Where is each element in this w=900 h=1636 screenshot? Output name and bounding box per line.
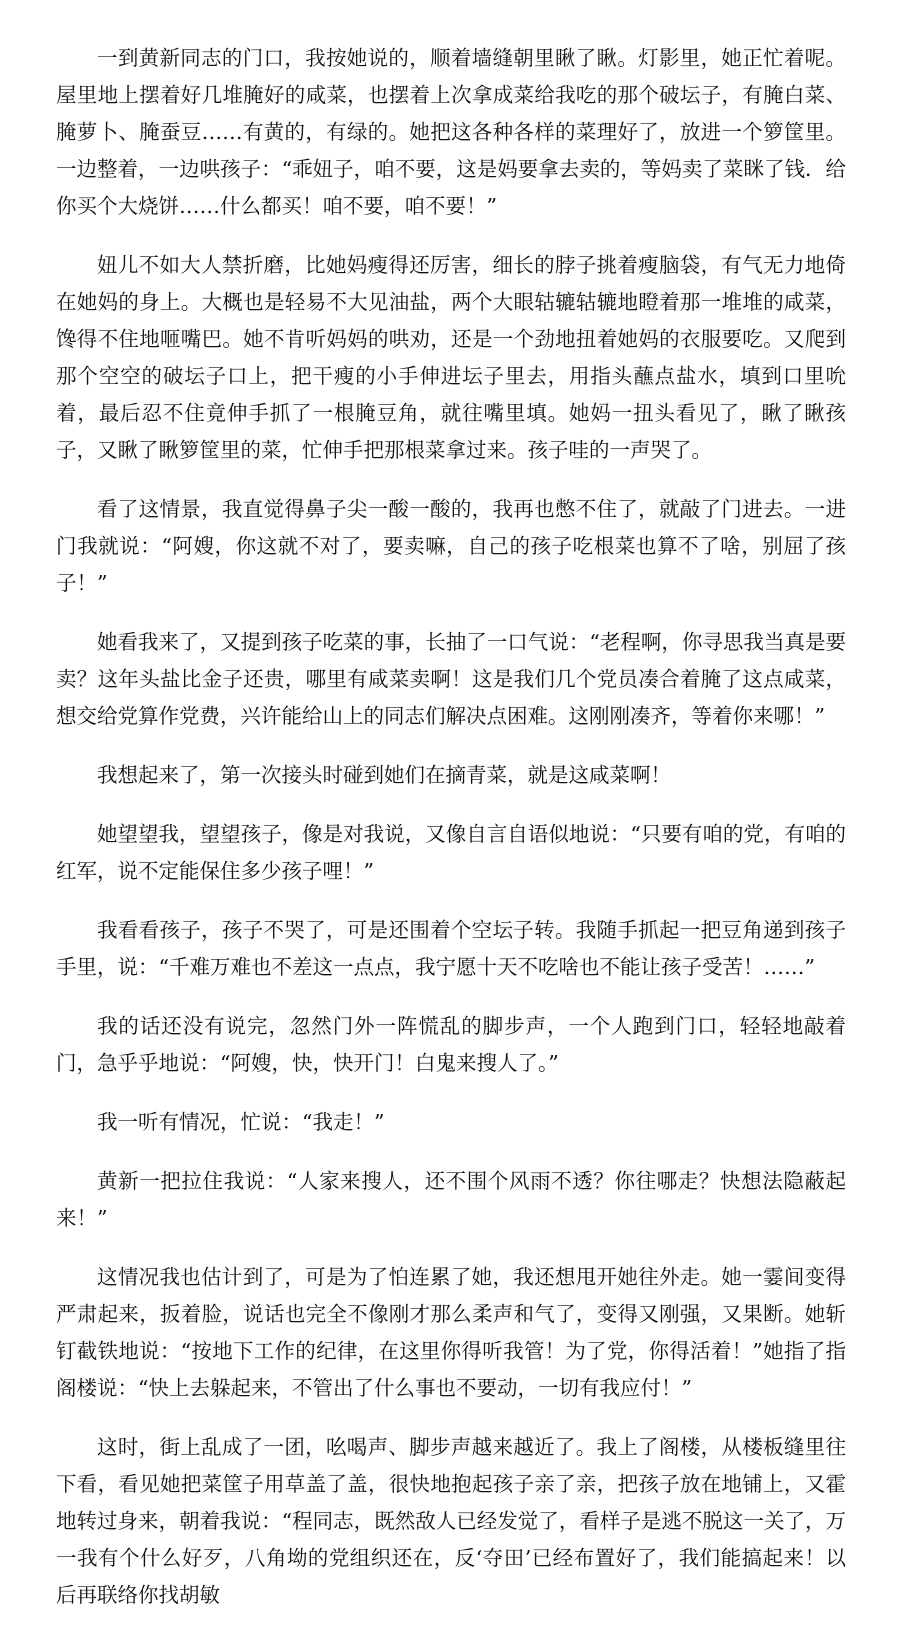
paragraph-7: 我看看孩子，孩子不哭了，可是还围着个空坛子转。我随手抓起一把豆角递到孩子手里，说：“千难万难也不差这一点点，我宁愿十天不吃啥也不能让孩子受苦！……” (56, 918, 846, 979)
paragraph-6: 她望望我，望望孩子，像是对我说，又像自言自语似地说：“只要有咱的党，有咱的红军，说不定能保住多少孩子哩！” (56, 822, 846, 883)
paragraph-11: 这情况我也估计到了，可是为了怕连累了她，我还想甩开她往外走。她一霎间变得严肃起来，扳着脸，说话也完全不像刚才那么柔声和气了，变得又刚强，又果断。她斩钉截铁地说：“按地下工作的纪律，在这里你得听我管！为了党，你得活着！”她指了指阁楼说：“快上去躲起来，不管出了什么事也不要动，一切有我应付！” (56, 1265, 846, 1400)
paragraph-1: 一到黄新同志的门口，我按她说的，顺着墙缝朝里瞅了瞅。灯影里，她正忙着呢。屋里地上摆着好几堆腌好的咸菜，也摆着上次拿成菜给我吃的那个破坛子，有腌白菜、腌萝卜、腌蚕豆……有黄的，有绿的。她把这各种各样的菜理好了，放进一个箩筐里。一边整着，一边哄孩子：“乖妞子，咱不要，这是妈要拿去卖的，等妈卖了菜眯了钱．给你买个大烧饼……什么都买！咱不要，咱不要！” (56, 46, 846, 218)
paragraph-12: 这时，街上乱成了一团，吆喝声、脚步声越来越近了。我上了阁楼，从楼板缝里往下看，看见她把菜筐子用草盖了盖，很快地抱起孩子亲了亲，把孩子放在地铺上，又霍地转过身来，朝着我说：“程同志，既然敌人已经发觉了，看样子是逃不脱这一关了，万一我有个什么好歹，八角坳的党组织还在，反‘夺田’已经布置好了，我们能搞起来！以后再联络你找胡敏 (56, 1435, 846, 1607)
paragraph-9: 我一听有情况，忙说：“我走！” (97, 1110, 385, 1134)
paragraph-3: 看了这情景，我直觉得鼻子尖一酸一酸的，我再也憋不住了，就敲了门进去。一进门我就说：“阿嫂，你这就不对了，要卖嘛，自己的孩子吃根菜也算不了啥，别屈了孩子！” (56, 497, 846, 595)
paragraph-4: 她看我来了，又提到孩子吃菜的事，长抽了一口气说：“老程啊，你寻思我当真是要卖？这年头盐比金子还贵，哪里有咸菜卖啊！这是我们几个党员凑合着腌了这点咸菜，想交给党算作党费，兴许能给山上的同志们解决点困难。这刚刚凑齐，等着你来哪！” (56, 630, 846, 728)
paragraph-10: 黄新一把拉住我说：“人家来搜人，还不围个风雨不透？你往哪走？快想法隐蔽起来！” (56, 1169, 846, 1230)
document-body (56, 40, 846, 1636)
paragraph-5: 我想起来了，第一次接头时碰到她们在摘青菜，就是这咸菜啊！ (97, 763, 671, 787)
paragraph-2: 妞儿不如大人禁折磨，比她妈瘦得还厉害，细长的脖子挑着瘦脑袋，有气无力地倚在她妈的身上。大概也是轻易不大见油盐，两个大眼轱辘轱辘地瞪着那一堆堆的咸菜，馋得不住地咂嘴巴。她不肯听妈妈的哄劝，还是一个劲地扭着她妈的衣服要吃。又爬到那个空空的破坛子口上，把干瘦的小手伸进坛子里去，用指头蘸点盐水，填到口里吮着，最后忍不住竟伸手抓了一根腌豆角，就往嘴里填。她妈一扭头看见了，瞅了瞅孩子，又瞅了瞅箩筐里的菜，忙伸手把那根菜拿过来。孩子哇的一声哭了。 (56, 253, 846, 462)
paragraph-8: 我的话还没有说完，忽然门外一阵慌乱的脚步声，一个人跑到门口，轻轻地敲着门，急乎乎地说：“阿嫂，快，快开门！白鬼来搜人了。” (56, 1014, 846, 1075)
